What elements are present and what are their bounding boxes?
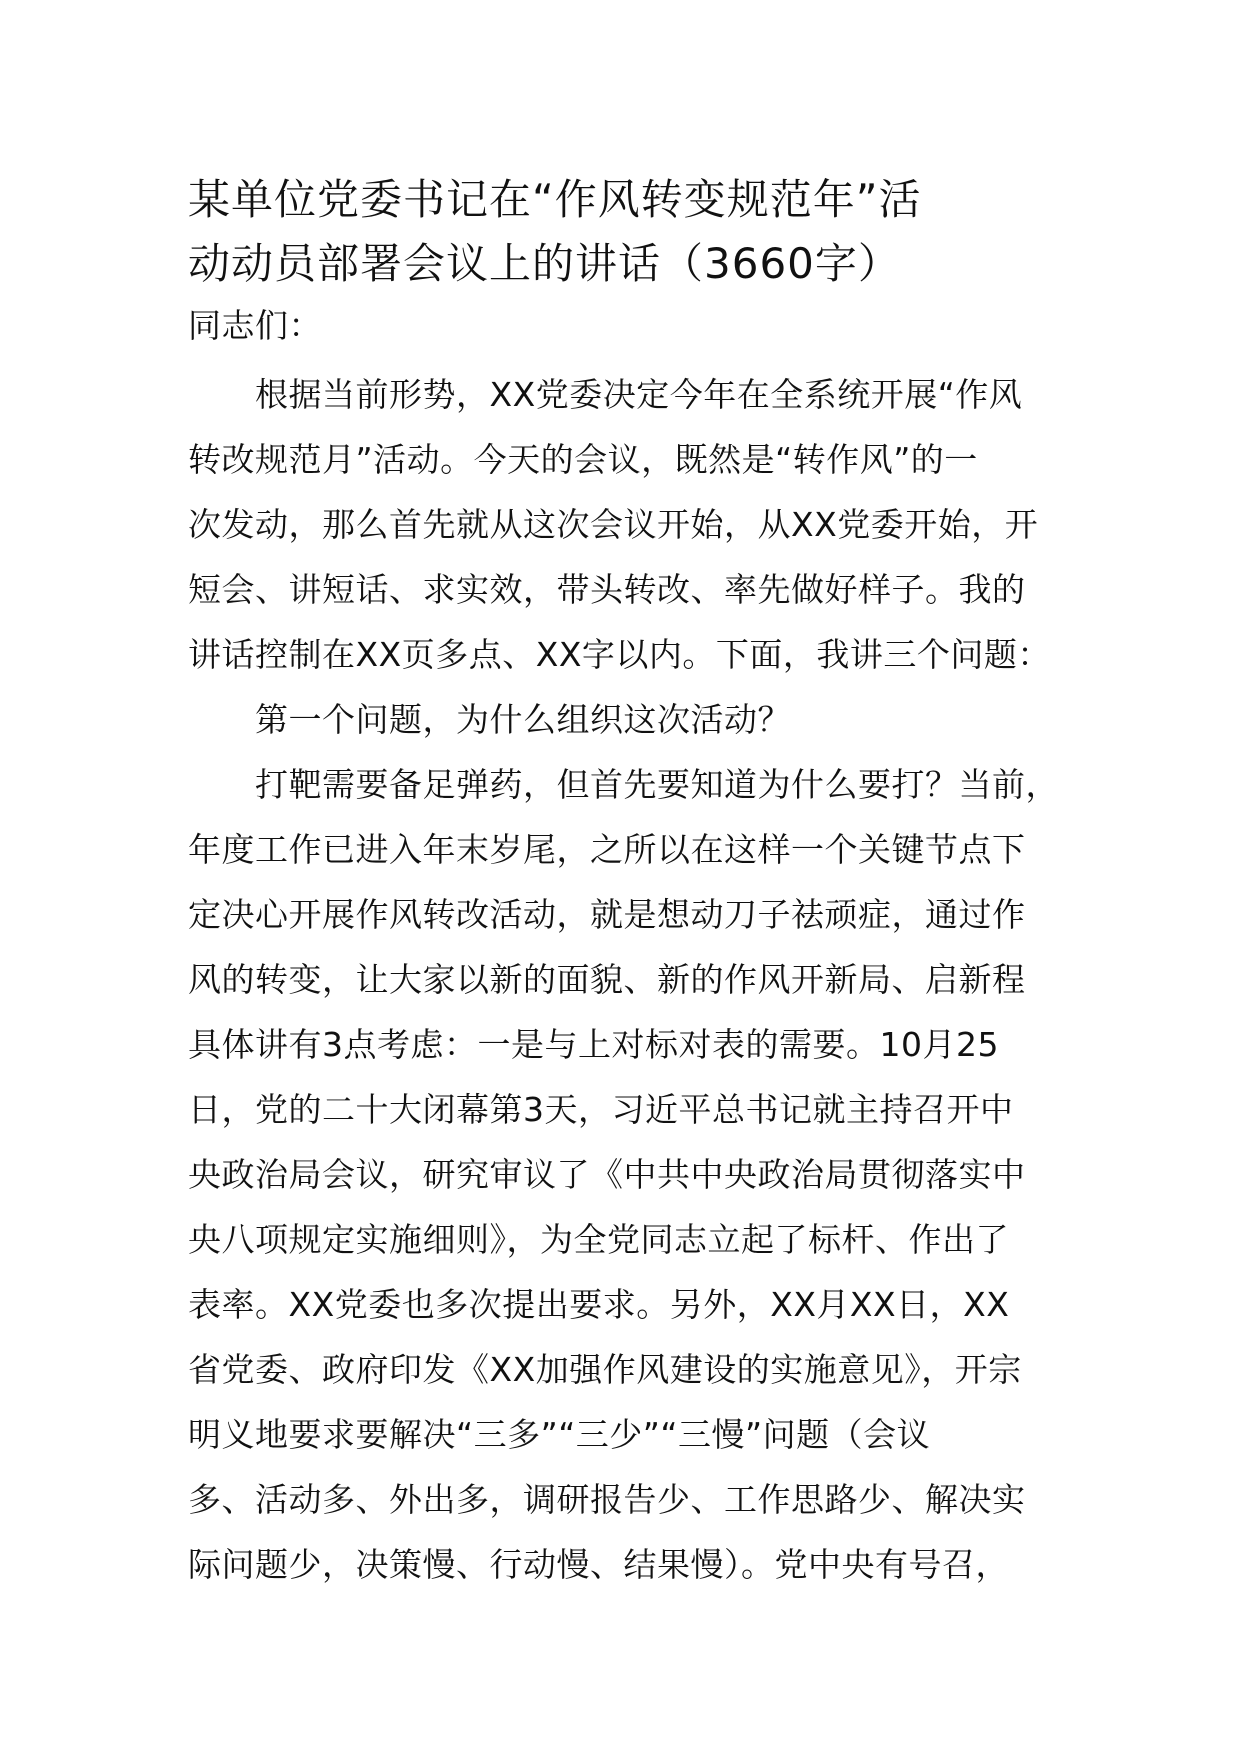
document-page xyxy=(188,168,1068,1597)
body-line: 定决心开展作风转改活动，就是想动刀子祛顽症，通过作 xyxy=(188,895,1026,934)
body-line: 短会、讲短话、求实效，带头转改、率先做好样子。我的 xyxy=(188,570,1026,609)
body-line: 央八项规定实施细则》，为全党同志立起了标杆、作出了 xyxy=(188,1220,1009,1259)
body-line: 多、活动多、外出多，调研报告少、工作思路少、解决实 xyxy=(188,1480,1026,1519)
body-line: 打靶需要备足弹药，但首先要知道为什么要打？当前， xyxy=(255,765,1059,804)
title-line-2: 动动员部署会议上的讲话（3660字） xyxy=(188,239,901,288)
body-line: 具体讲有3点考虑：一是与上对标对表的需要。10月25 xyxy=(188,1025,999,1064)
body-line: 表率。XX党委也多次提出要求。另外，XX月XX日，XX xyxy=(188,1285,1010,1324)
section-heading: 第一个问题，为什么组织这次活动？ xyxy=(255,700,791,739)
body-line: 讲话控制在XX页多点、XX字以内。下面，我讲三个问题： xyxy=(188,635,1051,674)
title-line-1: 某单位党委书记在“作风转变规范年”活 xyxy=(188,175,922,224)
body-line: 日，党的二十大闭幕第3天，习近平总书记就主持召开中 xyxy=(188,1090,1014,1129)
body-line: 央政治局会议，研究审议了《中共中央政治局贯彻落实中 xyxy=(188,1155,1026,1194)
body-line: 省党委、政府印发《XX加强作风建设的实施意见》，开宗 xyxy=(188,1350,1022,1389)
document-title xyxy=(188,168,1068,296)
body-line: 根据当前形势，XX党委决定今年在全系统开展“作风 xyxy=(255,375,1023,414)
body-line: 次发动，那么首先就从这次会议开始，从XX党委开始，开 xyxy=(188,505,1039,544)
body-text xyxy=(188,362,1068,1597)
body-line: 年度工作已进入年末岁尾，之所以在这样一个关键节点下 xyxy=(188,830,1026,869)
body-line: 际问题少，决策慢、行动慢、结果慢）。党中央有号召， xyxy=(188,1545,1009,1584)
salutation: 同志们： xyxy=(188,306,322,345)
body-line: 风的转变，让大家以新的面貌、新的作风开新局、启新程 xyxy=(188,960,1026,999)
body-line: 转改规范月”活动。今天的会议，既然是“转作风”的一 xyxy=(188,440,978,479)
body-line: 明义地要求要解决“三多”“三少”“三慢”问题（会议 xyxy=(188,1415,931,1454)
